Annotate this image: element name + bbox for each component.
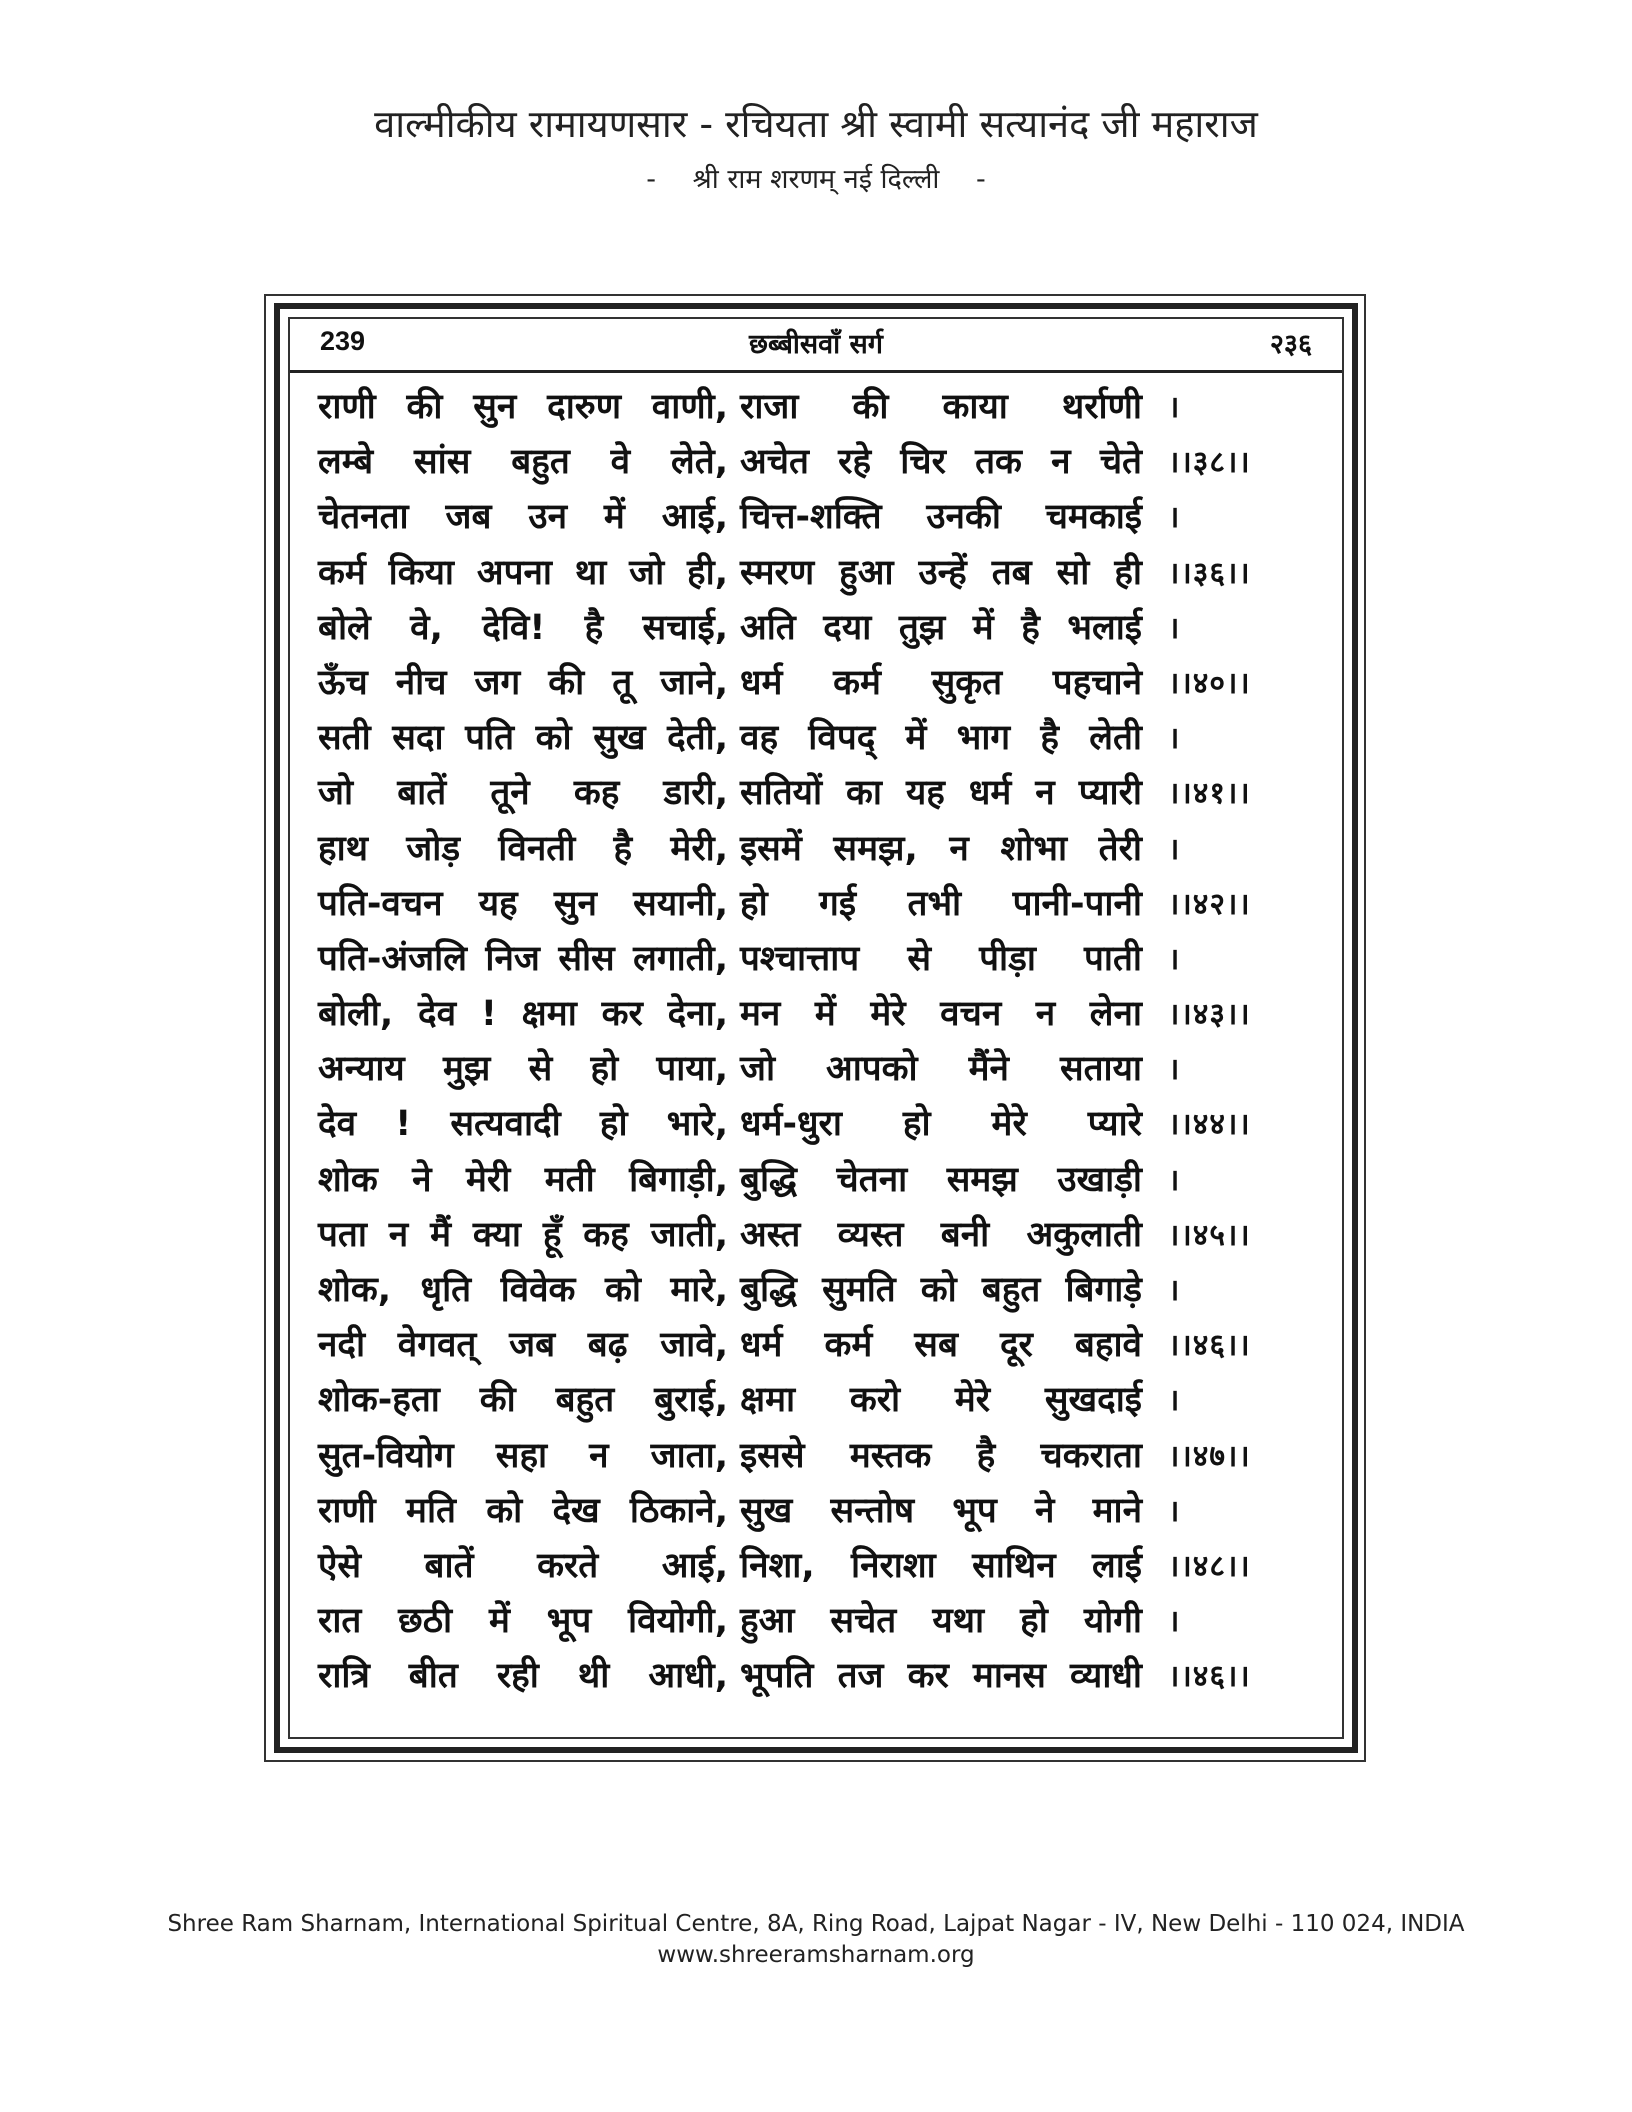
verse-number-mark: ।।३८।। <box>1168 445 1251 481</box>
verse-first-half: पति-अंजलि निज सीस लगाती, <box>318 938 728 979</box>
verse-first-half: पति-वचन यह सुन सयानी, <box>318 883 728 924</box>
verse-first-half: शोक, धृति विवेक को मारे, <box>318 1270 728 1310</box>
verse-number-mark: । <box>1168 1604 1181 1640</box>
verse-first-half: रात्रि बीत रही थी आधी, <box>318 1656 728 1697</box>
verse-second-half: धर्म कर्म सब दूर बहावे <box>740 1325 1142 1366</box>
verse-line <box>300 711 1340 766</box>
verse-line <box>300 766 1340 821</box>
verse-line <box>300 656 1340 711</box>
verse-number-mark: । <box>1168 610 1181 646</box>
verse-second-half: अचेत रहे चिर तक न चेते <box>740 442 1142 483</box>
chapter-title: छब्बीसवाँ सर्ग <box>749 329 883 360</box>
verse-number-mark: ।।४१।। <box>1168 776 1251 812</box>
footer-address: Shree Ram Sharnam, International Spiritual Centre, 8A, Ring Road, Lajpat Nagar - IV, New Delhi - 110 024, INDIA <box>167 1911 1465 1937</box>
verse-line <box>300 1097 1340 1152</box>
verse-line <box>300 1208 1340 1263</box>
verse-number-mark: ।।४५।। <box>1168 1217 1251 1253</box>
verse-first-half: जो बातें तूने कह डारी, <box>318 773 728 814</box>
verse-number-mark: ।।४७।। <box>1168 1438 1251 1474</box>
verse-line <box>300 932 1340 987</box>
verse-second-half: अस्त व्यस्त बनी अकुलाती <box>740 1214 1142 1255</box>
verse-first-half: बोले वे, देवि! है सचाई, <box>318 607 728 648</box>
verse-line <box>300 1042 1340 1097</box>
verse-number-mark: ।।४४।। <box>1168 1107 1251 1143</box>
verse-first-half: लम्बे सांस बहुत वे लेते, <box>318 442 728 483</box>
verse-second-half: इसमें समझ, न शोभा तेरी <box>740 828 1142 869</box>
verse-line <box>300 490 1340 545</box>
verse-line <box>300 1649 1340 1704</box>
document-title: वाल्मीकीय रामायणसार - रचियता श्री स्वामी सत्यानंद जी महाराज <box>374 102 1258 146</box>
verse-number-mark: ।।४३।। <box>1168 997 1251 1033</box>
verse-number-mark: । <box>1168 1273 1181 1308</box>
verse-number-mark: ।।४२।। <box>1168 886 1251 922</box>
verse-second-half: चित्त-शक्ति उनकी चमकाई <box>740 497 1142 538</box>
verse-first-half: नदी वेगवत् जब बढ़ जावे, <box>318 1325 728 1366</box>
verse-number-mark: । <box>1168 390 1181 425</box>
verse-second-half: हो गई तभी पानी-पानी <box>740 883 1142 924</box>
verse-number-mark: ।।४८।। <box>1168 1548 1251 1584</box>
verse-line <box>300 1373 1340 1428</box>
verse-second-half: निशा, निराशा साथिन लाई <box>740 1545 1142 1586</box>
verse-second-half: क्षमा करो मेरे सुखदाई <box>740 1380 1142 1421</box>
verse-second-half: सुख सन्तोष भूप ने माने <box>740 1490 1142 1531</box>
verse-first-half: कर्म किया अपना था जो ही, <box>318 552 728 593</box>
verse-second-half: धर्म कर्म सुकृत पहचाने <box>740 662 1142 703</box>
verse-number-mark: ।।४०।। <box>1168 665 1251 701</box>
verse-number-mark: । <box>1168 1493 1181 1529</box>
verse-number-mark: ।।४६।। <box>1168 1328 1251 1364</box>
verse-first-half: रात छठी में भूप वियोगी, <box>318 1601 728 1642</box>
verse-number-mark: । <box>1168 500 1181 536</box>
verse-line <box>300 546 1340 601</box>
verse-first-half: चेतनता जब उन में आई, <box>318 497 728 538</box>
verse-first-half: राणी की सुन दारुण वाणी, <box>318 387 728 427</box>
verse-first-half: बोली, देव ! क्षमा कर देना, <box>318 994 728 1035</box>
verse-second-half: इससे मस्तक है चकराता <box>740 1435 1142 1476</box>
subtitle-right-dash: - <box>975 164 986 195</box>
verse-line <box>300 987 1340 1042</box>
verse-line <box>300 1263 1340 1318</box>
verse-line <box>300 822 1340 877</box>
verse-second-half: हुआ सचेत यथा हो योगी <box>740 1601 1142 1642</box>
verse-second-half: स्मरण हुआ उन्हें तब सो ही <box>740 552 1142 593</box>
page-number-devanagari: २३६ <box>1269 329 1312 360</box>
verse-number-mark: । <box>1168 941 1181 977</box>
verse-list <box>300 380 1340 1705</box>
verse-number-mark: । <box>1168 721 1181 757</box>
verse-second-half: अति दया तुझ में है भलाई <box>740 607 1142 648</box>
verse-second-half: मन में मेरे वचन न लेना <box>740 994 1142 1035</box>
verse-number-mark: । <box>1168 1052 1181 1088</box>
verse-line <box>300 435 1340 490</box>
verse-first-half: ऊँच नीच जग की तू जाने, <box>318 662 728 703</box>
verse-second-half: वह विपद् में भाग है लेती <box>740 718 1142 759</box>
footer-website: www.shreeramsharnam.org <box>657 1942 975 1968</box>
verse-line <box>300 1539 1340 1594</box>
verse-second-half: पश्चात्ताप से पीड़ा पाती <box>740 938 1142 979</box>
verse-second-half: भूपति तज कर मानस व्याधी <box>740 1656 1142 1697</box>
verse-number-mark: । <box>1168 1162 1181 1198</box>
verse-line <box>300 1594 1340 1649</box>
verse-second-half: जो आपको मैंने सताया <box>740 1049 1142 1090</box>
verse-number-mark: ।।४६।। <box>1168 1659 1251 1695</box>
verse-first-half: अन्याय मुझ से हो पाया, <box>318 1049 728 1090</box>
verse-first-half: शोक ने मेरी मती बिगाड़ी, <box>318 1159 728 1200</box>
page-number-arabic: 239 <box>320 326 366 356</box>
verse-line <box>300 1318 1340 1373</box>
verse-second-half: सतियों का यह धर्म न प्यारी <box>740 773 1142 814</box>
verse-first-half: सुत-वियोग सहा न जाता, <box>318 1435 728 1476</box>
verse-first-half: पता न मैं क्या हूँ कह जाती, <box>318 1214 728 1255</box>
document-subtitle <box>0 163 1632 197</box>
verse-first-half: शोक-हता की बहुत बुराई, <box>318 1380 728 1421</box>
verse-first-half: सती सदा पति को सुख देती, <box>318 718 728 759</box>
subtitle-text: श्री राम शरणम् नई दिल्ली <box>692 164 940 195</box>
verse-number-mark: । <box>1168 831 1181 867</box>
verse-line <box>300 380 1340 435</box>
verse-second-half: राजा की काया थर्राणी <box>740 387 1142 427</box>
verse-first-half: राणी मति को देख ठिकाने, <box>318 1490 728 1531</box>
verse-first-half: ऐसे बातें करते आई, <box>318 1545 728 1586</box>
verse-line <box>300 1153 1340 1208</box>
verse-second-half: धर्म-धुरा हो मेरे प्यारे <box>740 1104 1142 1145</box>
verse-number-mark: ।।३६।। <box>1168 555 1251 591</box>
page-header <box>290 322 1342 368</box>
verse-first-half: देव ! सत्यवादी हो भारे, <box>318 1104 728 1145</box>
verse-number-mark: । <box>1168 1383 1181 1419</box>
verse-second-half: बुद्धि चेतना समझ उखाड़ी <box>740 1159 1142 1200</box>
verse-first-half: हाथ जोड़ विनती है मेरी, <box>318 828 728 869</box>
verse-line <box>300 877 1340 932</box>
verse-line <box>300 1429 1340 1484</box>
verse-line <box>300 601 1340 656</box>
verse-second-half: बुद्धि सुमति को बहुत बिगाड़े <box>740 1270 1142 1310</box>
subtitle-left-dash: - <box>646 164 657 195</box>
header-divider <box>290 370 1342 373</box>
verse-line <box>300 1484 1340 1539</box>
